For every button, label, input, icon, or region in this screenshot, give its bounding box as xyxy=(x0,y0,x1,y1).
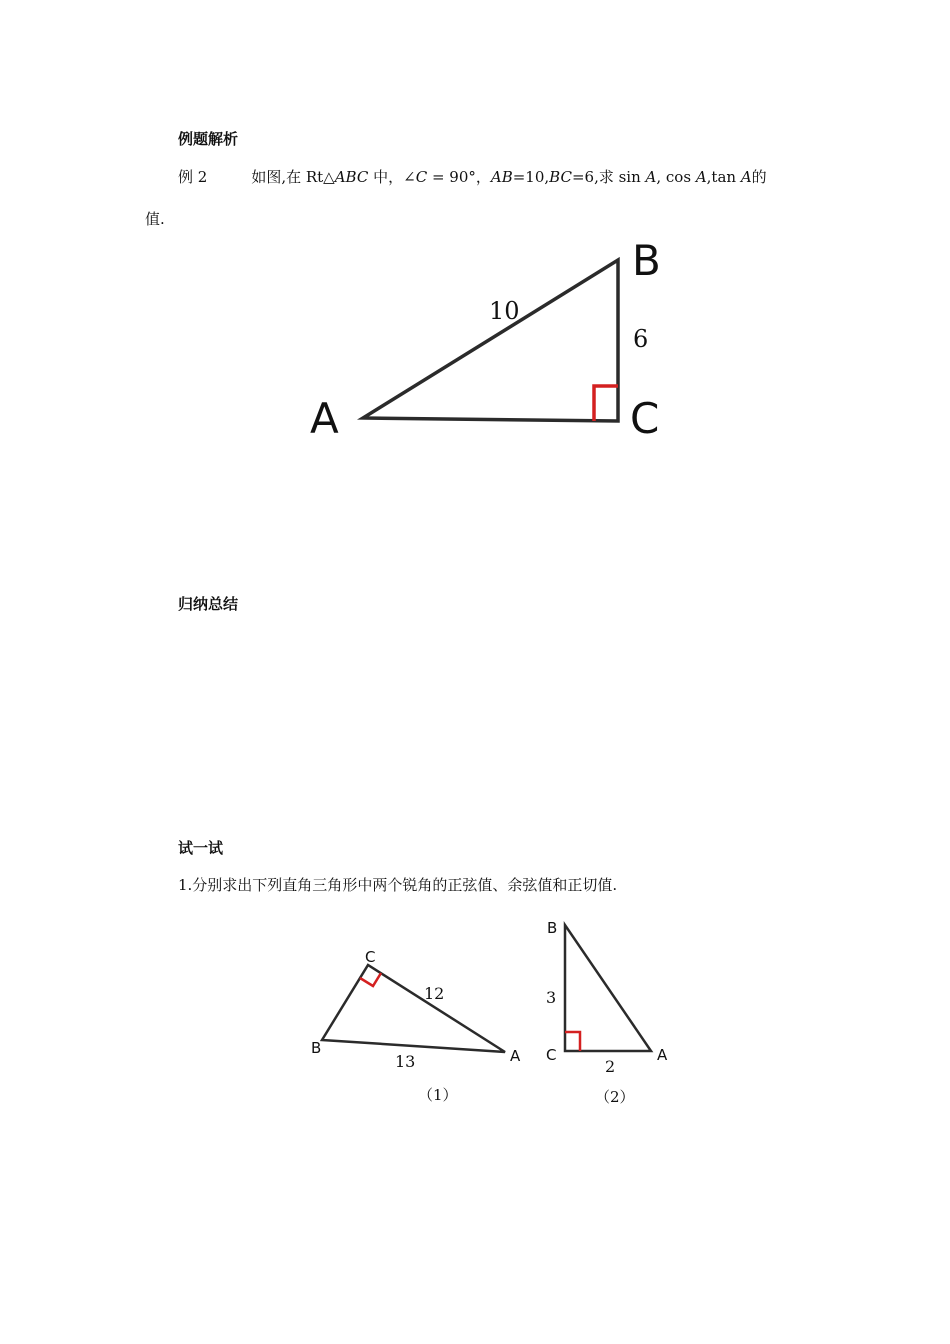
main-side-ab-label: 10 xyxy=(489,297,520,325)
example-heading: 例题解析 xyxy=(178,130,239,148)
figure1-vertex-a: A xyxy=(510,1047,521,1065)
figure1-side-ba-label: 13 xyxy=(395,1052,416,1071)
figure2-right-angle-mark xyxy=(565,1032,580,1051)
summary-heading: 归纳总结 xyxy=(178,595,239,613)
main-vertex-c: C xyxy=(630,394,660,443)
figure2-vertex-a: A xyxy=(657,1046,668,1064)
main-triangle xyxy=(363,260,618,421)
main-triangle-figure xyxy=(300,235,680,450)
figure2-vertex-c: C xyxy=(546,1046,557,1064)
main-side-bc-label: 6 xyxy=(633,325,649,353)
figure1-triangle xyxy=(322,965,505,1052)
try-heading: 试一试 xyxy=(178,839,224,857)
example-label: 例 2 xyxy=(178,168,208,186)
exercise-question: 1.分别求出下列直角三角形中两个锐角的正弦值、余弦值和正切值. xyxy=(178,876,618,894)
main-vertex-b: B xyxy=(632,236,661,285)
figure1-vertex-c: C xyxy=(365,948,376,966)
figure2-side-ca-label: 2 xyxy=(605,1057,616,1076)
figure1-caption: （1） xyxy=(418,1086,458,1104)
figure1-vertex-b: B xyxy=(311,1039,322,1057)
example-problem: 例 2 如图,在 Rt△ABC 中，∠C = 90°，AB=10,BC=6,求 sin A, cos A,tan A的 xyxy=(178,168,767,186)
exercise-figure-2 xyxy=(540,915,680,1115)
figure2-vertex-b: B xyxy=(547,919,558,937)
main-vertex-a: A xyxy=(310,394,339,443)
figure1-side-ca-label: 12 xyxy=(424,984,445,1003)
figure2-side-bc-label: 3 xyxy=(546,988,557,1007)
main-right-angle-mark xyxy=(594,386,618,421)
example-problem-line2: 值. xyxy=(145,210,165,228)
exercise-figure-1 xyxy=(300,940,540,1110)
figure2-caption: （2） xyxy=(595,1088,635,1106)
